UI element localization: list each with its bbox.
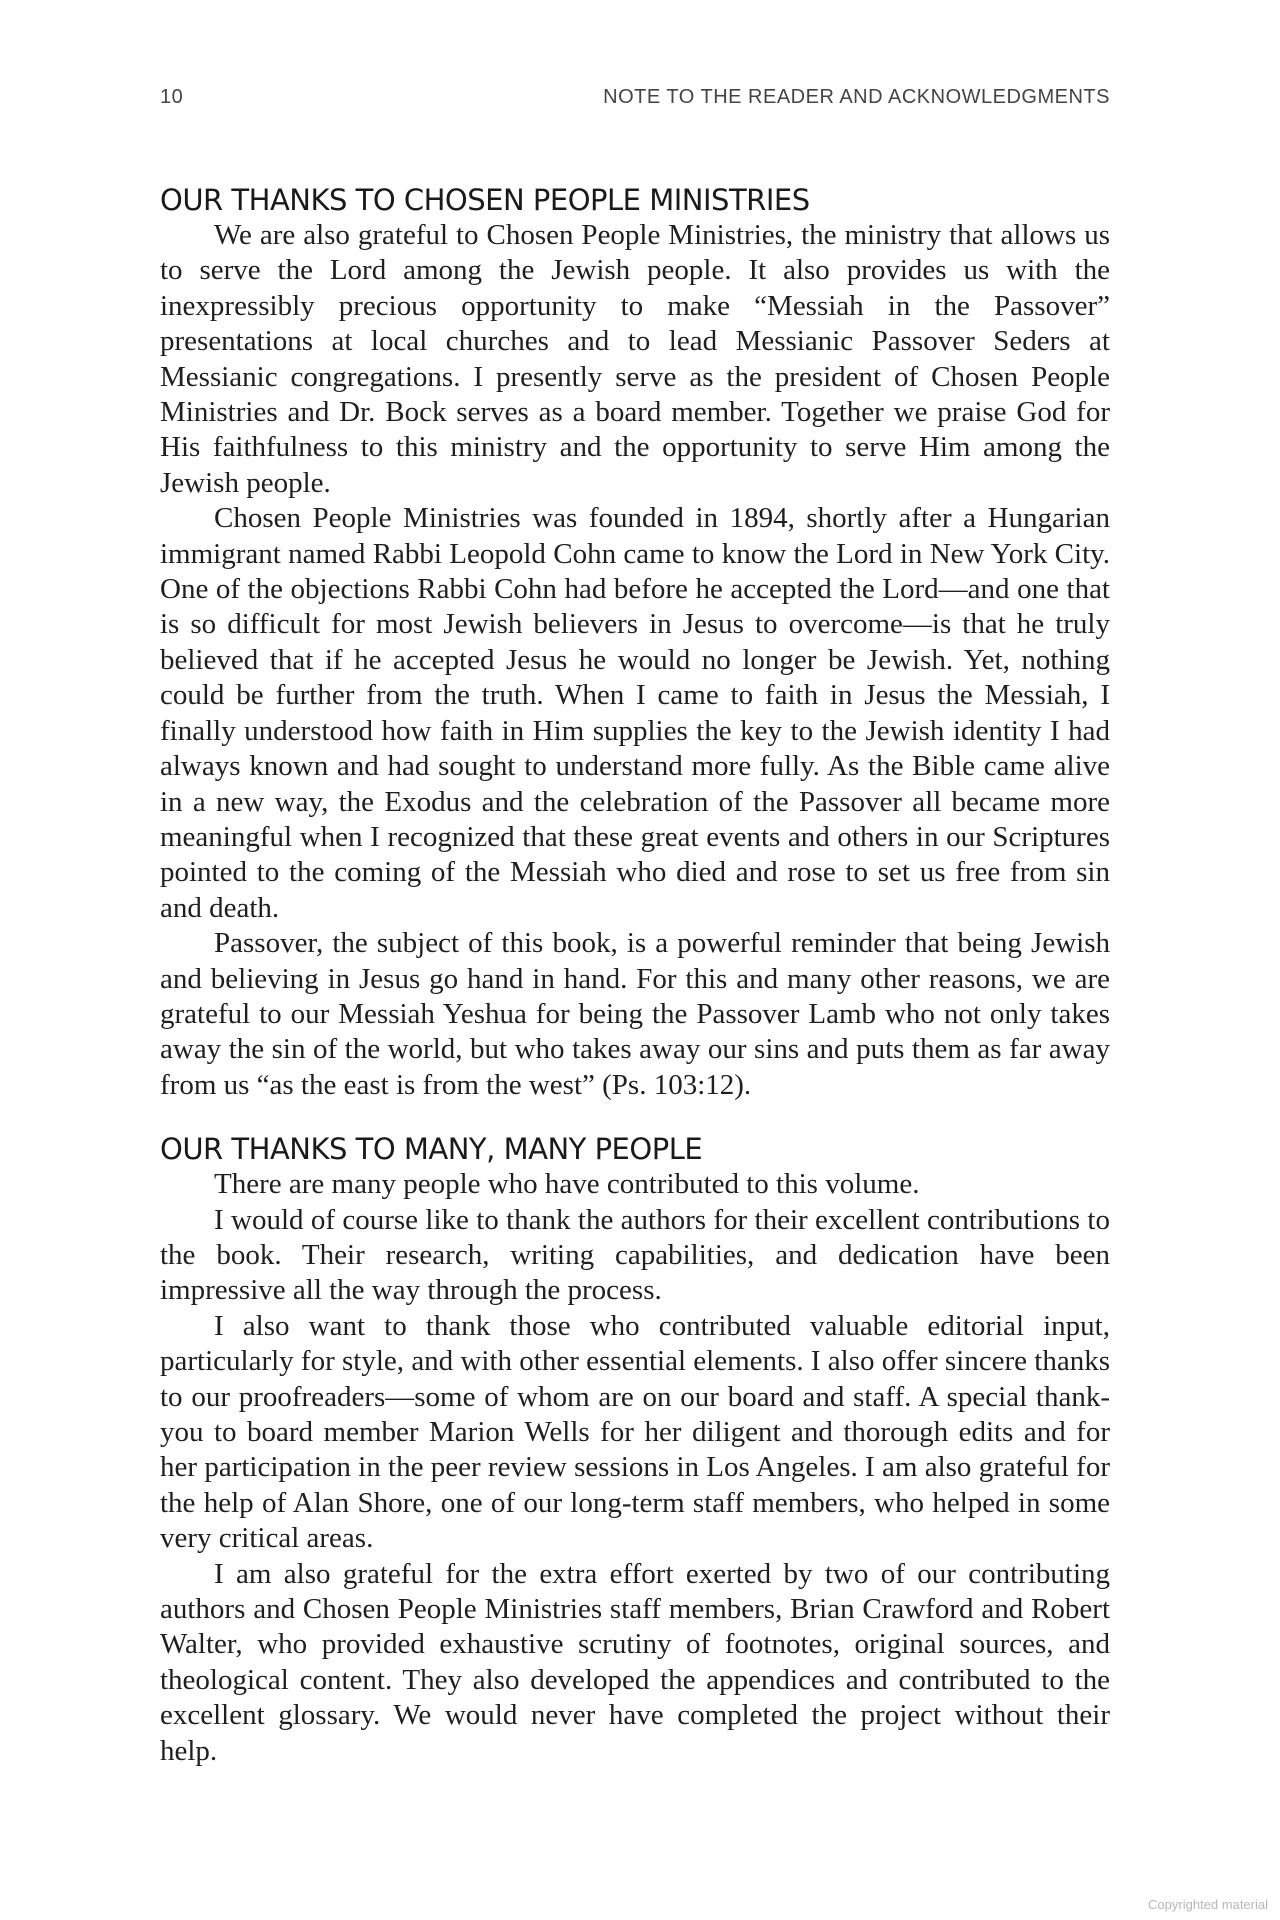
page-number: 10 bbox=[160, 86, 184, 108]
copyright-watermark: Copyrighted material bbox=[1148, 1897, 1268, 1912]
body-paragraph: I am also grateful for the extra effort exerted by two of our contributing authors and Chosen People Ministries staff members, Brian Crawford and Robert Walter, who provided exhaustive scrutiny of footnotes, original sources, and theological content. They also developed the appendices and contributed to the excellent glossary. We would never have completed the project without their help. bbox=[160, 1557, 1110, 1767]
body-paragraph: Chosen People Ministries was founded in 1894, shortly after a Hungarian immigrant named Rabbi Leopold Cohn came to know the Lord in New York City. One of the objections Rabbi Cohn had before he accepted the Lord—and one that is so difficult for most Jewish believers in Jesus to overcome—is that he truly believed that if he accepted Jesus he would no longer be Jewish. Yet, nothing could be further from the truth. When I came to faith in Jesus the Messiah, I finally understood how faith in Him supplies the key to the Jewish identity I had always known and had sought to understand more fully. As the Bible came alive in a new way, the Exodus and the celebration of the Passover all became more meaningful when I recognized that these great events and others in our Scriptures pointed to the coming of the Messiah who died and rose to set us free from sin and death. bbox=[160, 502, 1110, 924]
section-heading: OUR THANKS TO CHOSEN PEOPLE MINISTRIES bbox=[160, 183, 810, 217]
running-head-title: NOTE TO THE READER AND ACKNOWLEDGMENTS bbox=[603, 86, 1110, 108]
body-paragraph: We are also grateful to Chosen People Ministries, the ministry that allows us to serve the Lord among the Jewish people. It also provides us with the inexpressibly precious opportunity to make “Messiah in the Passover” presentations at local churches and to lead Messianic Passover Seders at Messianic congregations. I presently serve as the president of Chosen People Ministries and Dr. Bock serves as a board member. Together we praise God for His faithfulness to this ministry and the opportunity to serve Him among the Jewish people. bbox=[160, 219, 1110, 499]
body-paragraph: Passover, the subject of this book, is a powerful reminder that being Jewish and believing in Jesus go hand in hand. For this and many other reasons, we are grateful to our Messiah Yeshua for being the Passover Lamb who not only takes away the sin of the world, but who takes away our sins and puts them as far away from us “as the east is from the west” (Ps. 103:12). bbox=[160, 927, 1110, 1101]
page-body bbox=[160, 182, 1110, 1769]
body-paragraph: I would of course like to thank the authors for their excellent contributions to the book. Their research, writing capabilities, and dedication have been impressive all the way through the process. bbox=[160, 1203, 1110, 1307]
section-chosen-people-ministries bbox=[160, 182, 1110, 1103]
body-paragraph: There are many people who have contributed to this volume. bbox=[214, 1168, 920, 1201]
body-paragraph: I also want to thank those who contributed valuable editorial input, particularly for style, and with other essential elements. I also offer sincere thanks to our proofreaders—some of whom are on our board and staff. A special thank-you to board member Marion Wells for her diligent and thorough edits and for her participation in the peer review sessions in Los Angeles. I am also grateful for the help of Alan Shore, one of our long-term staff members, who helped in some very critical areas. bbox=[160, 1309, 1110, 1555]
section-many-people bbox=[160, 1131, 1110, 1769]
section-heading: OUR THANKS TO MANY, MANY PEOPLE bbox=[160, 1132, 703, 1167]
